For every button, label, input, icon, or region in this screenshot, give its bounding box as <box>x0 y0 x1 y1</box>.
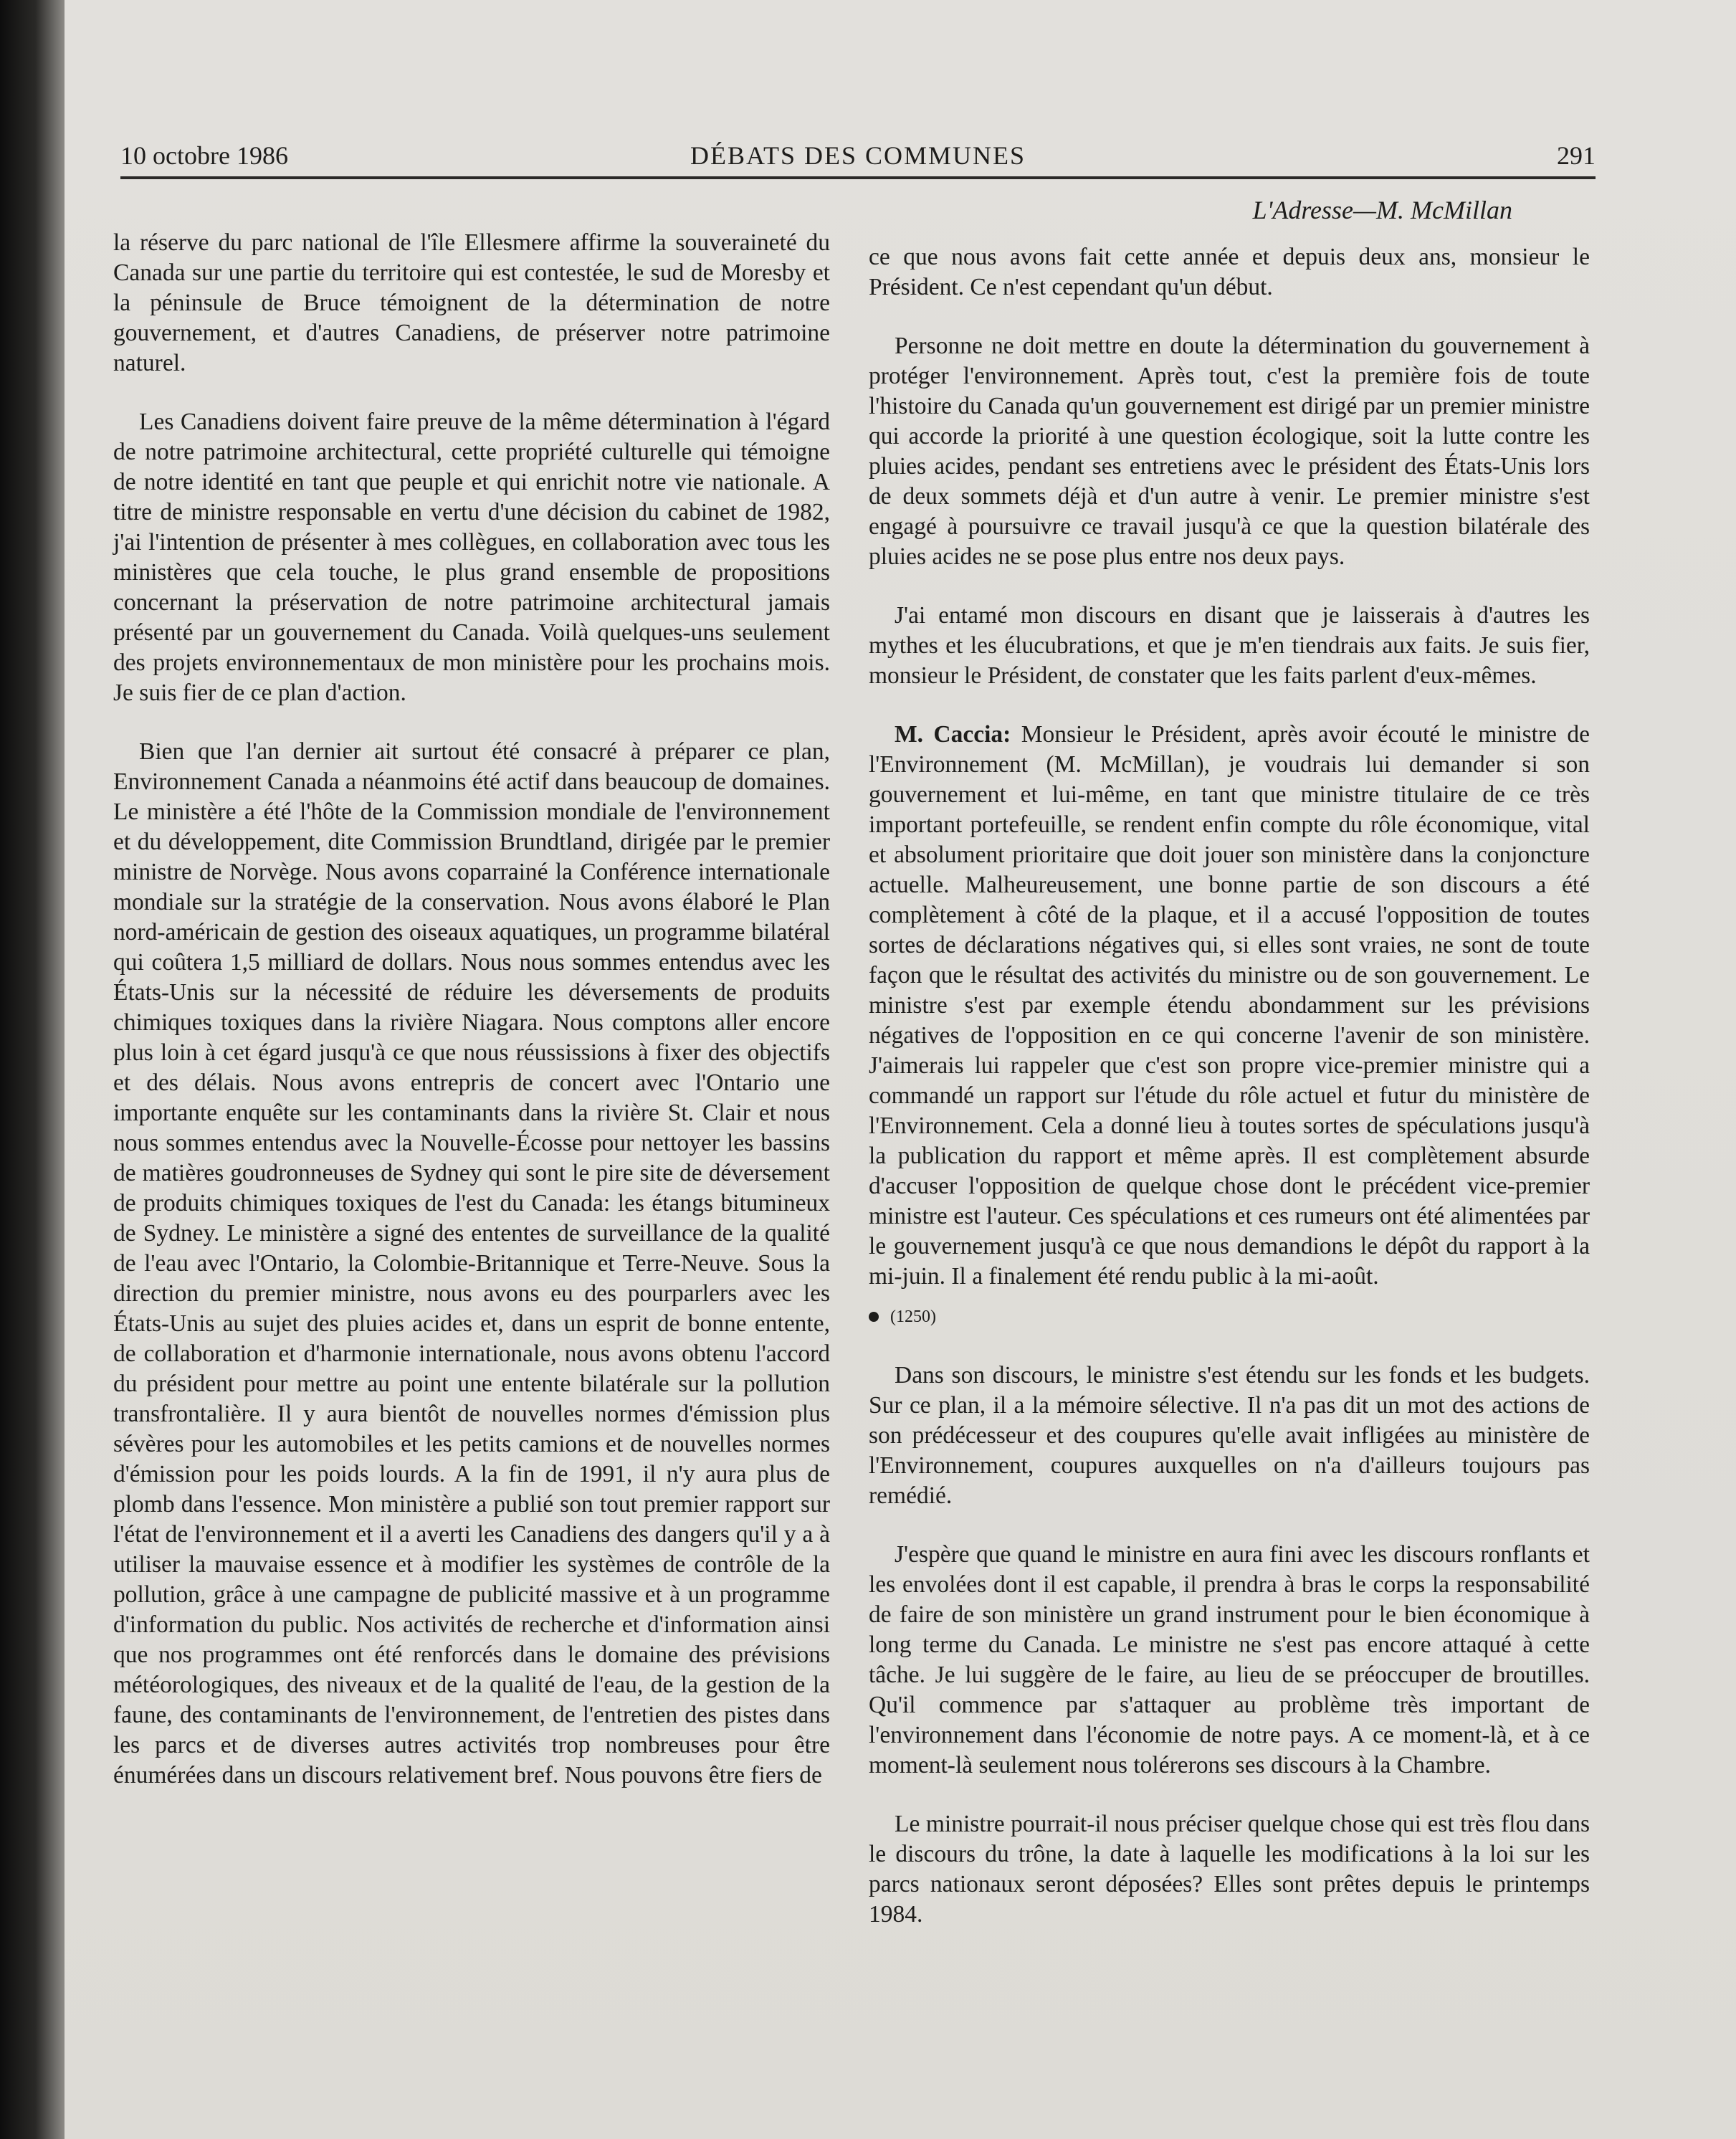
paragraph: ce que nous avons fait cette année et depuis deux ans, monsieur le Président. Ce n'est cependant qu'un début. <box>869 244 1590 300</box>
page-header <box>120 126 1596 179</box>
paragraph: la réserve du parc national de l'île Ellesmere affirme la souveraineté du Canada sur une partie du territoire qui est contestée, le sud de Moresby et la péninsule de Bruce témoignent de la détermination de notre gouvernement, et d'autres Canadiens, de préserver notre patrimoine naturel. <box>113 229 830 376</box>
left-column <box>113 228 830 1819</box>
header-date: 10 octobre 1986 <box>120 141 288 170</box>
paragraph: Personne ne doit mettre en doute la détermination du gouvernement à protéger l'environnement. Après tout, c'est la première fois de toute l'histoire du Canada qu'un gouvernement est dirigé par un premier ministre qui accorde la priorité à une question écologique, soit la lutte contre les pluies acides, pendant ses entretiens avec le président des États-Unis lors de deux sommets déjà et d'un autre à venir. Le premier ministre s'est engagé à poursuivre ce travail jusqu'à ce que la question bilatérale des pluies acides ne se pose plus entre nos deux pays. <box>869 333 1590 570</box>
time-marker <box>869 1302 1590 1332</box>
speaker-paragraph <box>869 720 1590 1292</box>
book-spine-shadow <box>0 0 65 2139</box>
speaker-text: Monsieur le Président, après avoir écouté le ministre de l'Environnement (M. McMillan), je voudrais lui demander si son gouvernement et lui-même, en tant que ministre titulaire de ce très important portefeuille, se rendent enfin compte du rôle économique, vital et absolument prioritaire que doit jouer son ministère dans la conjoncture actuelle. Malheureusement, une bonne partie de son discours a été complètement à côté de la plaque, et il a accusé l'opposition de toutes sortes de déclarations négatives qui, si elles sont vraies, ne sont de toute façon que le résultat des activités du ministre ou de son gouvernement. Le ministre s'est par exemple étendu abondamment sur les prévisions négatives de l'opposition en ce qui concerne l'avenir de son ministère. J'aimerais lui rappeler que c'est son propre vice-premier ministre qui a commandé un rapport sur l'étude du rôle actuel et futur du ministère de l'Environnement. Cela a donné lieu à toutes sortes de spéculations jusqu'à la publication du rapport et même après. Il est complètement absurde d'accuser l'opposition de quelque chose dont le précédent vice-premier ministre est l'auteur. Ces spéculations et ces rumeurs ont été alimentées par le gouvernement jusqu'à ce que nous demandions le dépôt du rapport à la mi-juin. Il a finalement été rendu public à la mi-août. <box>869 721 1590 1290</box>
paragraph: Les Canadiens doivent faire preuve de la même détermination à l'égard de notre patrimoine architectural, cette propriété culturelle qui témoigne de notre identité en tant que peuple et qui enrichit notre vie nationale. A titre de ministre responsable en vertu d'une décision du cabinet de 1982, j'ai l'intention de présenter à mes collègues, en collaboration avec tous les ministères que cela touche, le plus grand ensemble de propositions concernant la préservation de notre patrimoine architectural jamais présenté par un gouvernement du Canada. Voilà quelques-uns seulement des projets environnementaux de mon ministère pour les prochains mois. Je suis fier de ce plan d'action. <box>113 409 830 706</box>
bullet-icon <box>869 1312 879 1322</box>
header-title: DÉBATS DES COMMUNES <box>690 141 1026 170</box>
paragraph: J'espère que quand le ministre en aura fini avec les discours ronflants et les envolées dont il est capable, il prendra à bras le corps la responsabilité de faire de son ministère un grand instrument pour le bien économique à long terme du Canada. Le ministre ne s'est pas encore attaqué à cette tâche. Je lui suggère de le faire, au lieu de se préoccuper de broutilles. Qu'il commence par s'attaquer au problème très important de l'environnement dans l'économie de notre pays. A ce moment-là, et à ce moment-là seulement nous tolérerons ses discours à la Chambre. <box>869 1541 1590 1778</box>
paragraph: Le ministre pourrait-il nous préciser quelque chose qui est très flou dans le discours du trône, la date à laquelle les modifications à la loi sur les parcs nationaux seront déposées? Elles sont prêtes depuis le printemps 1984. <box>869 1811 1590 1928</box>
time-marker-label: (1250) <box>890 1307 936 1326</box>
page-number: 291 <box>1557 141 1596 170</box>
paragraph: J'ai entamé mon discours en disant que je laisserais à d'autres les mythes et les élucubrations, et que je m'en tiendrais aux faits. Je suis fier, monsieur le Président, de constater que les faits parlent d'eux-mêmes. <box>869 602 1590 689</box>
running-head: L'Adresse—M. McMillan <box>1252 196 1512 224</box>
paragraph: Bien que l'an dernier ait surtout été consacré à préparer ce plan, Environnement Canada a néanmoins été actif dans beaucoup de domaines. Le ministère a été l'hôte de la Commission mondiale de l'environnement et du développement, dite Commission Brundtland, dirigée par le premier ministre de Norvège. Nous avons coparrainé la Conférence internationale mondiale sur la stratégie de la conservation. Nous avons élaboré le Plan nord-américain de gestion des oiseaux aquatiques, un programme bilatéral qui coûtera 1,5 milliard de dollars. Nous nous sommes entendus avec les États-Unis sur la nécessité de réduire les déversements de produits chimiques toxiques dans la rivière Niagara. Nous comptons aller encore plus loin à cet égard jusqu'à ce que nous réussissions à fixer des objectifs et des délais. Nous avons entrepris de concert avec l'Ontario une importante enquête sur les contaminants dans la rivière St. Clair et nous nous sommes entendus avec la Nouvelle-Écosse pour nettoyer les bassins de matières goudronneuses de Sydney qui sont le pire site de déversement de produits chimiques toxiques de l'est du Canada: les étangs bitumineux de Sydney. Le ministère a signé des ententes de surveillance de la qualité de l'eau avec l'Ontario, la Colombie-Britannique et Terre-Neuve. Sous la direction du premier ministre, nous avons eu des pourparlers avec les États-Unis au sujet des pluies acides et, dans un esprit de bonne entente, de collaboration et d'harmonie internationale, nous avons obtenu l'accord du président pour mettre au point une entente bilatérale sur la pollution transfrontalière. Il y aura bientôt de nouvelles normes d'émission plus sévères pour les automobiles et les petits camions et de nouvelles normes d'émission pour les poids lourds. A la fin de 1991, il n'y aura plus de plomb dans l'essence. Mon ministère a publié son tout premier rapport sur l'état de l'environnement et il a averti les Canadiens des dangers qu'il y a à utiliser la mauvaise essence et à modifier les systèmes de contrôle de la pollution, grâce à une campagne de publicité massive et à un programme d'information du public. Nos activités de recherche et d'information ainsi que nos programmes ont été renforcés dans le domaine des prévisions météorologiques, des niveaux et de la qualité de l'eau, de la gestion de la faune, des contaminants de l'environnement, de l'entretien des pistes dans les parcs et de diverses autres activités trop nombreuses pour être énumérées dans un discours relativement bref. Nous pouvons être fiers de <box>113 738 830 1788</box>
right-column <box>869 242 1590 1958</box>
speaker-name: M. Caccia: <box>895 721 1011 748</box>
paragraph: Dans son discours, le ministre s'est étendu sur les fonds et les budgets. Sur ce plan, il a la mémoire sélective. Il n'a pas dit un mot des actions de son prédécesseur et des coupures qu'elle avait infligées au ministère de l'Environnement, coupures auxquelles on n'a d'ailleurs toujours pas remédié. <box>869 1362 1590 1509</box>
